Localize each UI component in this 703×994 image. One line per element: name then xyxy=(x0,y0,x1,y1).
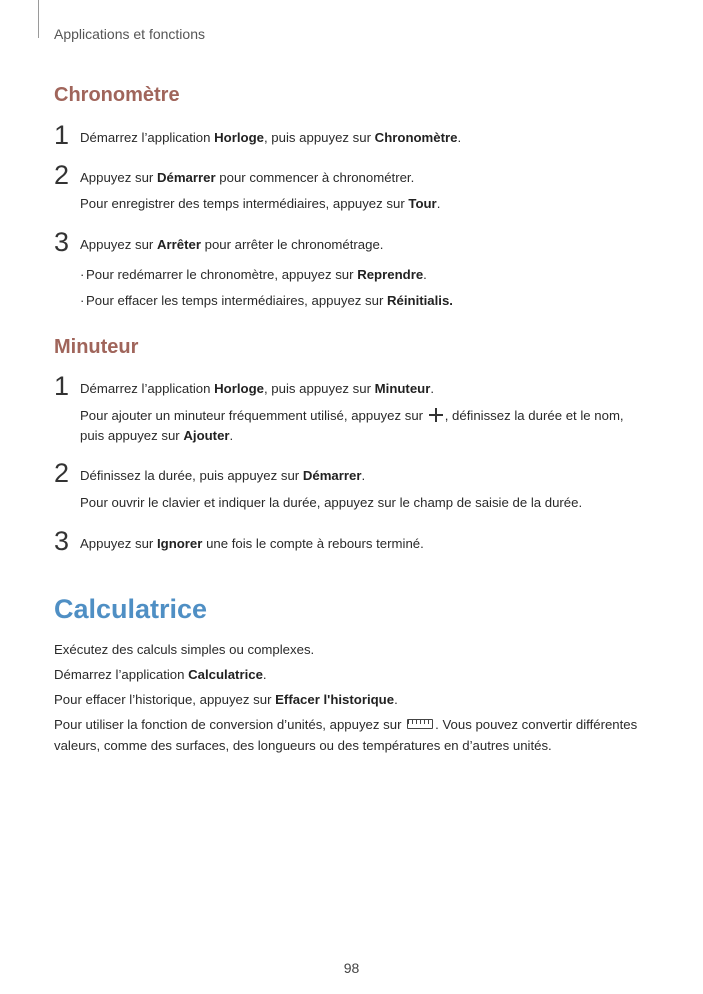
step-detail: Pour ajouter un minuteur fréquemment utilisé, appuyez sur , définissez la durée et le nom, xyxy=(80,408,624,423)
step-number: 3 xyxy=(54,526,70,556)
calc-paragraph: valeurs, comme des surfaces, des longueurs ou des températures en d’autres unités. xyxy=(54,738,552,753)
step-detail: Pour ouvrir le clavier et indiquer la durée, appuyez sur le champ de saisie de la durée. xyxy=(80,495,583,510)
chrono-title: Chronomètre xyxy=(54,84,180,106)
calculatrice-title: Calculatrice xyxy=(54,594,208,624)
page-number: 98 xyxy=(343,960,360,976)
calc-paragraph: Pour utiliser la fonction de conversion d’unités, appuyez sur . Vous pouvez convertir différentes xyxy=(54,717,638,732)
plus-icon xyxy=(429,408,443,422)
step-text: Appuyez sur Arrêter pour arrêter le chronométrage. xyxy=(80,237,384,252)
step-detail: Pour enregistrer des temps intermédiaires, appuyez sur Tour. xyxy=(80,196,441,211)
step-number: 2 xyxy=(54,458,70,488)
step-text: Appuyez sur Ignorer une fois le compte à rebours terminé. xyxy=(80,536,424,551)
step-detail: puis appuyez sur Ajouter. xyxy=(80,428,234,443)
bullet-item: · Pour redémarrer le chronomètre, appuyez sur Reprendre. xyxy=(86,267,427,283)
step-number: 1 xyxy=(54,120,70,150)
minuteur-title: Minuteur xyxy=(54,336,139,358)
calc-paragraph: Exécutez des calculs simples ou complexes. xyxy=(54,642,315,657)
step-text: Définissez la durée, puis appuyez sur Démarrer. xyxy=(80,468,366,483)
step-text: Démarrez l’application Horloge, puis appuyez sur Chronomètre. xyxy=(80,130,462,145)
calc-paragraph: Pour effacer l’historique, appuyez sur Effacer l'historique. xyxy=(54,692,398,707)
header-divider xyxy=(38,0,39,38)
step-text: Démarrez l’application Horloge, puis appuyez sur Minuteur. xyxy=(80,381,435,396)
step-number: 2 xyxy=(54,160,70,190)
step-number: 1 xyxy=(54,371,70,401)
bullet-item: · Pour effacer les temps intermédiaires, appuyez sur Réinitialis. xyxy=(86,293,453,309)
running-header: Applications et fonctions xyxy=(54,26,205,42)
step-number: 3 xyxy=(54,227,70,257)
calc-paragraph: Démarrez l’application Calculatrice. xyxy=(54,667,267,682)
step-text: Appuyez sur Démarrer pour commencer à chronométrer. xyxy=(80,170,415,185)
ruler-icon xyxy=(407,719,433,729)
